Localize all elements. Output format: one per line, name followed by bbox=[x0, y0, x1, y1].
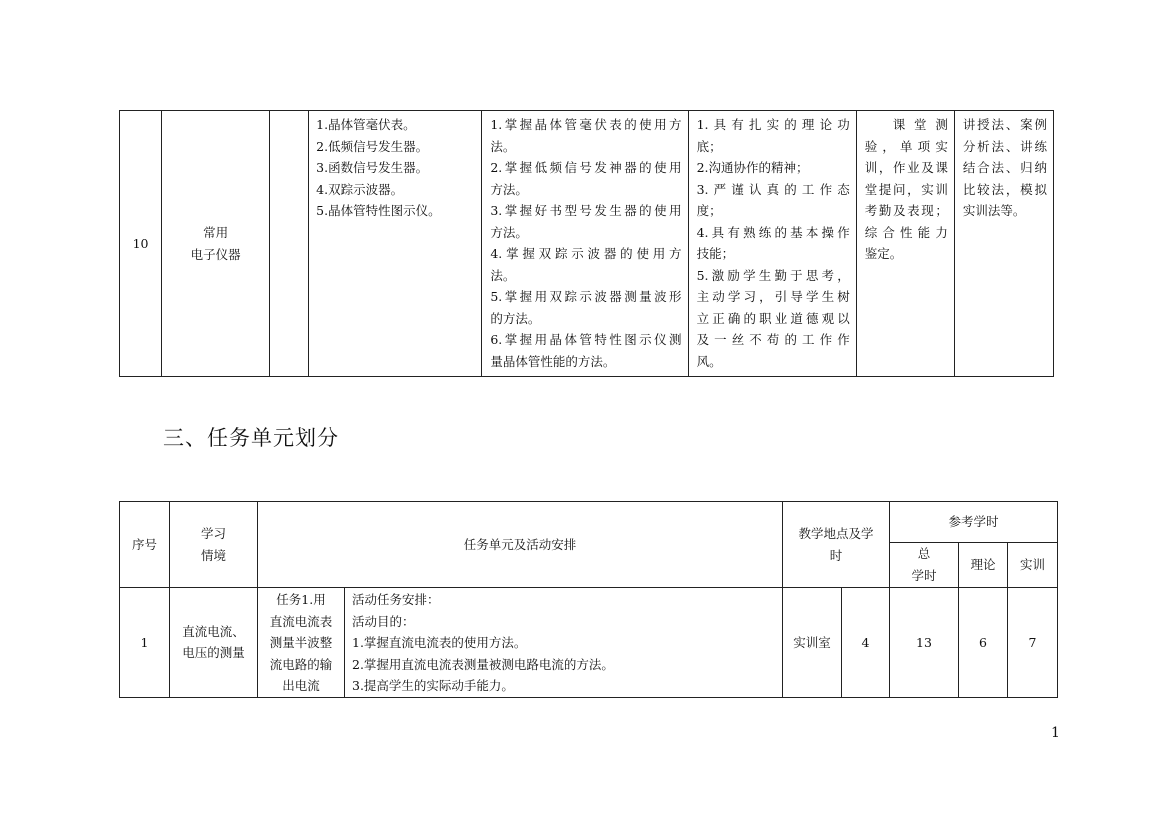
blank-cell bbox=[270, 111, 309, 377]
instrument-item: 2.低频信号发生器。 bbox=[316, 138, 429, 154]
page-number: 1 bbox=[1051, 725, 1060, 741]
total-header-line: 学时 bbox=[911, 568, 937, 583]
method-line: 实训法等。 bbox=[962, 203, 1026, 218]
course-objectives-table bbox=[119, 110, 1054, 377]
place-header-line: 教学地点及学 bbox=[798, 525, 874, 541]
activity-line: 活动任务安排： bbox=[352, 592, 440, 607]
quality-line: 及一丝不苟的工作作 bbox=[696, 332, 850, 347]
theory-hours-cell bbox=[959, 588, 1008, 698]
row-number: 10 bbox=[132, 235, 149, 251]
task-header bbox=[258, 502, 783, 588]
task-header-label: 任务单元及活动安排 bbox=[463, 536, 577, 552]
assessment-line: 课堂测 bbox=[892, 117, 948, 132]
method-line: 比较法，模拟 bbox=[962, 181, 1047, 197]
skill-line: 法。 bbox=[490, 138, 516, 154]
practice-hours-value: 7 bbox=[1028, 634, 1037, 650]
practice-hours-header bbox=[1008, 543, 1058, 588]
skill-line: 2.掌握低频信号发神器的使用 bbox=[490, 160, 682, 175]
section-heading: 三、任务单元划分 bbox=[163, 426, 339, 450]
seq-header-label: 序号 bbox=[131, 536, 157, 552]
task-name-line: 任务1.用 bbox=[276, 592, 326, 607]
table-row bbox=[120, 588, 1058, 698]
assessment-cell bbox=[856, 111, 954, 377]
row-number-cell bbox=[120, 111, 162, 377]
place-value: 实训室 bbox=[793, 634, 831, 650]
task-name-line: 流电路的输 bbox=[269, 656, 333, 672]
task-name-line: 出电流 bbox=[282, 678, 320, 693]
row-seq: 1 bbox=[140, 634, 149, 650]
unit-name-line: 常用 bbox=[203, 225, 229, 240]
row-seq-cell bbox=[120, 588, 170, 698]
context-header-line: 情境 bbox=[200, 547, 226, 563]
quality-line: 底； bbox=[696, 138, 722, 154]
methods-cell bbox=[954, 111, 1053, 377]
quality-line: 风。 bbox=[696, 353, 722, 369]
activity-line: 1.掌握直流电流表的使用方法。 bbox=[352, 635, 527, 650]
theory-hours-header bbox=[959, 543, 1008, 588]
quality-line: 立正确的职业道德观以 bbox=[696, 310, 850, 326]
quality-line: 4.具有熟练的基本操作 bbox=[696, 224, 850, 240]
task-name-line: 测量半波整 bbox=[269, 635, 333, 650]
method-line: 分析法、讲练 bbox=[962, 138, 1047, 154]
task-unit-table bbox=[119, 501, 1058, 698]
ref-hours-header bbox=[890, 502, 1058, 543]
task-name-cell bbox=[258, 588, 345, 698]
quality-line: 度； bbox=[696, 203, 722, 218]
assessment-line: 考勤及表现； bbox=[864, 203, 948, 218]
context-header bbox=[170, 502, 258, 588]
skill-line: 量晶体管性能的方法。 bbox=[490, 353, 616, 369]
assessment-line: 堂提问，实训 bbox=[864, 181, 948, 197]
assessment-line: 训，作业及课 bbox=[864, 160, 948, 175]
context-line: 直流电流、 bbox=[182, 623, 245, 639]
quality-line: 3.严谨认真的工作态 bbox=[696, 181, 850, 197]
assessment-line: 综合性能力 bbox=[864, 224, 948, 240]
activity-line: 3.提高学生的实际动手能力。 bbox=[352, 678, 514, 693]
place-header-line: 时 bbox=[829, 547, 843, 563]
instrument-item: 1.晶体管毫伏表。 bbox=[316, 117, 416, 132]
skill-line: 5.掌握用双踪示波器测量波形 bbox=[490, 289, 682, 304]
assessment-line: 鉴定。 bbox=[864, 246, 903, 261]
skill-line: 3.掌握好书型号发生器的使用 bbox=[490, 203, 682, 218]
total-header-line: 总 bbox=[917, 546, 931, 561]
skill-line: 方法。 bbox=[490, 181, 528, 197]
quality-line: 主动学习，引导学生树 bbox=[696, 289, 850, 304]
skills-cell bbox=[482, 111, 688, 377]
activity-line: 2.掌握用直流电流表测量被测电路电流的方法。 bbox=[352, 656, 614, 672]
instrument-item: 3.函数信号发生器。 bbox=[316, 160, 429, 175]
place-cell bbox=[783, 588, 842, 698]
instrument-item: 4.双踪示波器。 bbox=[316, 181, 404, 197]
instruments-cell bbox=[309, 111, 482, 377]
ref-hours-label: 参考学时 bbox=[948, 514, 999, 529]
skill-line: 法。 bbox=[490, 267, 516, 283]
place-hours-cell bbox=[842, 588, 890, 698]
skill-line: 方法。 bbox=[490, 224, 528, 240]
method-line: 结合法、归纳 bbox=[962, 160, 1047, 175]
quality-line: 1.具有扎实的理论功 bbox=[696, 117, 850, 132]
unit-name-cell bbox=[162, 111, 270, 377]
skill-line: 的方法。 bbox=[490, 310, 541, 326]
table-row bbox=[120, 111, 1054, 377]
practice-header-label: 实训 bbox=[1019, 557, 1045, 572]
skill-line: 6.掌握用晶体管特性图示仪测 bbox=[490, 332, 682, 347]
quality-line: 技能； bbox=[696, 246, 735, 261]
total-hours-value: 13 bbox=[916, 634, 932, 650]
total-hours-cell bbox=[890, 588, 959, 698]
place-header bbox=[783, 502, 890, 588]
place-hours-value: 4 bbox=[861, 634, 870, 650]
activity-line: 活动目的： bbox=[352, 613, 415, 629]
quality-line: 5.激励学生勤于思考， bbox=[696, 267, 850, 283]
context-header-line: 学习 bbox=[200, 525, 226, 541]
theory-header-label: 理论 bbox=[970, 557, 996, 572]
skill-line: 4.掌握双踪示波器的使用方 bbox=[490, 246, 682, 261]
quality-line: 2.沟通协作的精神； bbox=[696, 160, 809, 175]
qualities-cell bbox=[688, 111, 856, 377]
total-hours-header bbox=[890, 543, 959, 588]
instrument-item: 5.晶体管特性图示仪。 bbox=[316, 203, 441, 218]
unit-name-line: 电子仪器 bbox=[190, 246, 241, 262]
task-name-line: 直流电流表 bbox=[269, 613, 333, 629]
row-context-cell bbox=[170, 588, 258, 698]
activities-cell bbox=[345, 588, 783, 698]
theory-hours-value: 6 bbox=[979, 634, 987, 650]
seq-header bbox=[120, 502, 170, 588]
practice-hours-cell bbox=[1008, 588, 1058, 698]
assessment-line: 验，单项实 bbox=[864, 138, 948, 154]
header-row bbox=[120, 502, 1058, 543]
skill-line: 1.掌握晶体管毫伏表的使用方 bbox=[490, 117, 682, 132]
method-line: 讲授法、案例 bbox=[962, 117, 1047, 132]
context-line: 电压的测量 bbox=[182, 645, 245, 661]
